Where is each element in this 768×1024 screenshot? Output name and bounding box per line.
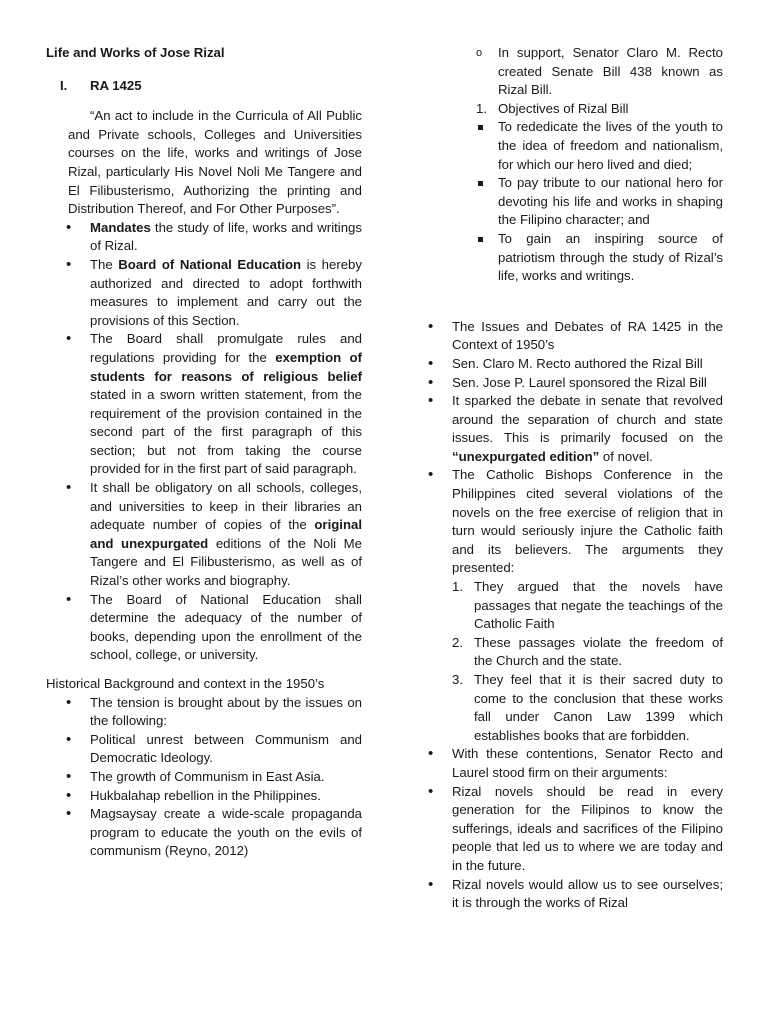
list-item: • The Catholic Bishops Conference in the Philippines cited several violations of the novels on the free exercise of religion that in turn would seriously injure the Catholic faith and its believers. The arguments they presented: 1. They argued that the novels have passages that negate the teachings of the Catholic Faith 2. These passages violate the freedom of the Church and the state. 3. They feel that it is their sacred duty to come to the conclusion that these works fall under Canon Law 1399 which establishes books that are forbidden.: [426, 466, 723, 745]
list-item: • The Board shall promulgate rules and regulations providing for the exemption of students for reasons of religious belief stated in a sworn written statement, from the requirement of the provision contained in the second part of the first paragraph of this section; but not from taking the course provided for in the first part of said paragraph.: [46, 330, 362, 479]
arguments-list: [452, 578, 723, 745]
list-item: • Rizal novels should be read in every generation for the Filipinos to know the sufferings, ideals and sacrifices of the Filipino people that led us to where we are today and in the future.: [426, 783, 723, 876]
list-item: 1. They argued that the novels have passages that negate the teachings of the Catholic Faith: [452, 579, 723, 632]
section-heading: [46, 77, 362, 96]
history-heading: Historical Background and context in the 1950’s: [46, 676, 325, 691]
list-item: To rededicate the lives of the youth to the idea of freedom and nationalism, for which our hero lived and died;: [426, 118, 723, 174]
left-column: [46, 44, 362, 861]
list-item: 1. Objectives of Rizal Bill: [476, 100, 629, 116]
list-item: • Sen. Claro M. Recto authored the Rizal Bill: [426, 355, 723, 374]
list-item: • Rizal novels would allow us to see ourselves; it is through the works of Rizal: [426, 876, 723, 913]
list-item: • Magsaysay create a wide-scale propaganda program to educate the youth on the evils of communism (Reyno, 2012): [46, 805, 362, 861]
list-item: 2. These passages violate the freedom of the Church and the state.: [452, 634, 723, 669]
list-item: 3. They feel that it is their sacred duty to come to the conclusion that these works fall under Canon Law 1399 which establishes books that are forbidden.: [452, 672, 723, 743]
list-item: To gain an inspiring source of patriotism through the study of Rizal’s life, works and writings.: [426, 230, 723, 286]
list-item: • Mandates the study of life, works and writings of Rizal.: [46, 219, 362, 256]
list-item: • With these contentions, Senator Recto and Laurel stood firm on their arguments:: [426, 745, 723, 782]
history-list: [46, 694, 362, 861]
right-column: [426, 44, 723, 913]
list-item: • Political unrest between Communism and Democratic Ideology.: [46, 731, 362, 768]
list-item: • Sen. Jose P. Laurel sponsored the Rizal Bill: [426, 374, 723, 393]
list-item: • It shall be obligatory on all schools, colleges, and universities to keep in their libraries an adequate number of copies of the original and unexpurgated editions of the Noli Me Tangere and El Filibusterismo, as well as of Rizal’s other works and biography.: [46, 479, 362, 591]
list-item: • The tension is brought about by the issues on the following:: [46, 694, 362, 731]
ra1425-provisions-list: [46, 219, 362, 665]
ra1425-quote: “An act to include in the Curricula of All Public and Private schools, Colleges and Universities courses on the life, works and writings of Jose Rizal, particularly His Novel Noli Me Tangere and El Filibusterismo, Authorizing the printing and Distribution Thereof, and For Other Purposes”.: [68, 108, 362, 217]
list-item: • The Issues and Debates of RA 1425 in the Context of 1950’s: [426, 318, 723, 355]
list-item: To pay tribute to our national hero for devoting his life and works in shaping the Filipino character; and: [426, 174, 723, 230]
list-item: • The Board of National Education is hereby authorized and directed to adopt forthwith measures to implement and carry out the provisions of this Section.: [46, 256, 362, 330]
support-item: o In support, Senator Claro M. Recto created Senate Bill 438 known as Rizal Bill.: [426, 44, 723, 100]
issues-list: [426, 318, 723, 913]
list-item: • The Board of National Education shall determine the adequacy of the number of books, depending upon the enrollment of the school, college, or university.: [46, 591, 362, 665]
section-number: I.: [60, 77, 68, 93]
list-item: • The growth of Communism in East Asia.: [46, 768, 362, 787]
list-item: • Hukbalahap rebellion in the Philippines.: [46, 787, 362, 806]
objectives-list: [426, 118, 723, 285]
section-label: RA 1425: [90, 77, 142, 93]
list-item: • It sparked the debate in senate that revolved around the separation of church and state issues. This is primarily focused on the “unexpurgated edition” of novel.: [426, 392, 723, 466]
document-title: Life and Works of Jose Rizal: [46, 45, 225, 60]
objectives-heading-list: [426, 100, 723, 119]
